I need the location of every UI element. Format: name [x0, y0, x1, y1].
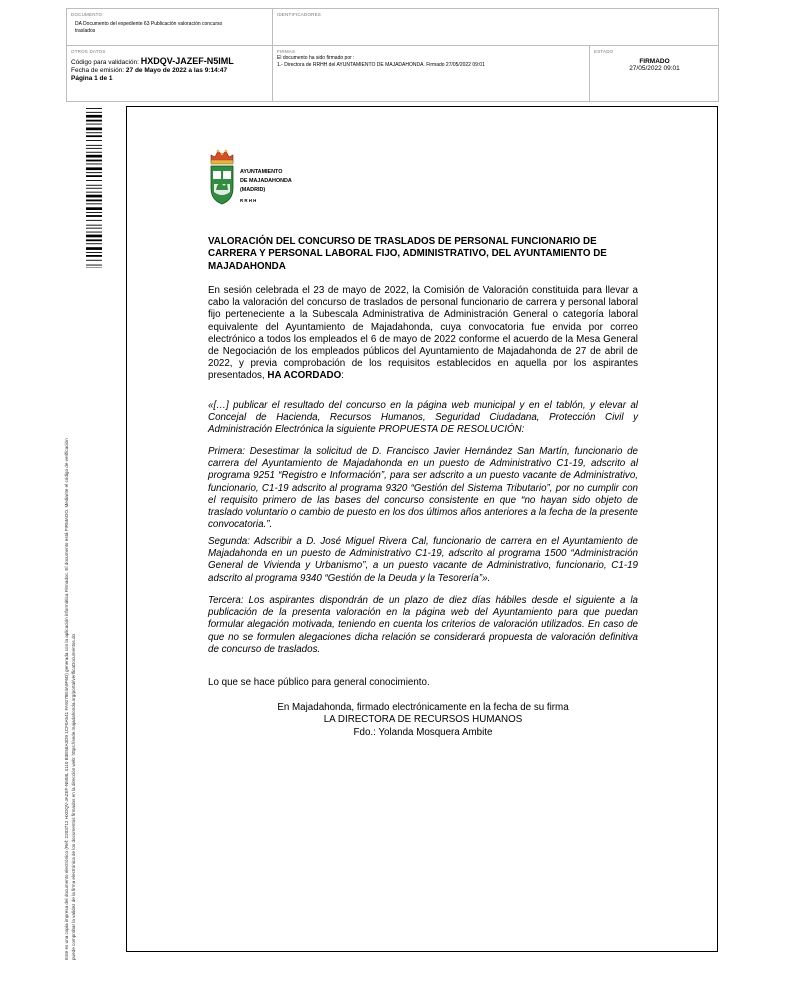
barcode: [86, 108, 102, 268]
side-verification-note: [64, 90, 77, 960]
document-title: VALORACIÓN DEL CONCURSO DE TRASLADOS DE PERSONAL FUNCIONARIO DE CARRERA Y PERSONAL LABORAL FIJO, ADMINISTRATIVO, DEL AYUNTAMIENTO DE MAJADAHONDA: [208, 236, 607, 272]
documento-value: DA Documento del expediente 63 Publicación valoración concurso traslados: [75, 21, 223, 34]
document-header: [66, 8, 719, 102]
emission-date: 27 de Mayo de 2022 a las 9:14:47: [125, 67, 228, 74]
segunda-paragraph: Segunda: Adscribir a D. José Miguel Rivera Cal, funcionario de carrera en el Ayuntamiento de Majadahonda en un puesto de Administrativo C1-19, adscrito al programa 1500 “Administración General de Vivienda y Urbanismo”, a un puesto vacante de Administrativo, funcionario, C1-19 adscrito al programa 9340 “Gestión de la Deuda y la Tesorería”».: [208, 536, 638, 584]
estado-cell: [590, 46, 719, 102]
signature-block: [208, 702, 638, 739]
coat-of-arms-logo: [208, 146, 236, 208]
validation-code: HXDQV-JAZEF-N5IML: [140, 56, 234, 66]
identificadores-label: IDENTIFICADORES: [277, 12, 322, 17]
estado-value: FIRMADO: [639, 58, 670, 65]
quote-intro-paragraph: «[…] publicar el resultado del concurso en la página web municipal y en el tablón, y elevar al Concejal de Hacienda, Recursos Humanos, Seguridad Ciudadana, Protección Civil y Administración Electrónica la siguiente PROPUESTA DE RESOLUCIÓN:: [208, 400, 638, 436]
page-count: Página 1 de 1: [71, 75, 113, 82]
intro-end: :: [341, 370, 344, 382]
side-note-line1: Este es una copia impresa del documento electrónico (Ref: 2203712 HXDQV-JAZEF-N5IML 4110 B3E58A3D9 1CF0A541 FA9278E4A9F6D) generada con la aplicación informática Firmadoc. El documento está FIRMADO. Mediante el código de verificación: [64, 438, 69, 960]
firmas-line1: El documento ha sido firmado por :: [277, 55, 355, 61]
firmas-cell: [273, 46, 590, 102]
public-notice: Lo que se hace público para general conocimiento.: [208, 677, 430, 688]
org-line2: DE MAJADAHONDA: [240, 178, 292, 185]
fecha-prefix: Fecha de emisión:: [71, 67, 126, 74]
org-line1: AYUNTAMIENTO: [240, 169, 283, 175]
documento-cell: [67, 9, 273, 46]
signature-line1: En Majadahonda, firmado electrónicamente en la fecha de su firma: [277, 702, 569, 713]
org-line3: (MADRID): [240, 187, 266, 194]
firmas-line2: 1.- Directora de RRHH del AYUNTAMIENTO DE MAJADAHONDA. Firmado 27/05/2022 09:01: [277, 61, 485, 68]
tercera-paragraph: Tercera: Los aspirantes dispondrán de un plazo de diez días hábiles desde el siguiente a la publicación de la presenta valoración en la página web del Ayuntamiento para que puedan formular alegación motivada, teniendo en cuenta los criterios de valoración utilizados. En caso de que no se formulen alegaciones dicha relación se considerará propuesta de valoración definitiva de concurso de traslados.: [208, 595, 638, 655]
signature-line3: Fdo.: Yolanda Mosquera Ambite: [353, 726, 493, 738]
documento-label: DOCUMENTO: [71, 12, 103, 17]
estado-date: 27/05/2022 09:01: [629, 65, 680, 72]
codigo-prefix: Código para validación:: [71, 59, 141, 66]
org-dept: R R H H: [240, 197, 257, 203]
intro-text: En sesión celebrada el 23 de mayo de 2022, la Comisión de Valoración constituida para llevar a cabo la valoración del concurso de traslados de personal funcionario de carrera y personal laboral fijo perteneciente a la Subescala Administrativa de Administración General o categoría laboral equivalente del Ayuntamiento de Majadahonda, cuya convocatoria fue envida por correo electrónico a todos los empleados el 6 de mayo de 2022 conforme el acuerdo de la Mesa General de Negociación de los empleados públicos del Ayuntamiento de Majadahonda de 27 de abril de 2022, y previa comprobación de los requisitos establecidos en aquella por los aspirantes presentados,: [208, 285, 638, 382]
primera-paragraph: Primera: Desestimar la solicitud de D. Francisco Javier Hernández San Martín, funcionario de carrera del Ayuntamiento de Majadahonda en un puesto de Administrativo C1-19, adscrito al programa 9251 “Registro e Información”, para ser adscrito a un puesto vacante de Administrativo, funcionario, C1-19 adscrito al programa 9320 “Gestión del Sistema Tributario”, por no cumplir con el requisito primero de las bases del concurso consistente en que “no hayan sido objeto de traslado voluntario o cambio de puesto en los dos últimos años anteriores a la fecha de la presente convocatoria.”.: [208, 446, 638, 531]
otros-datos-cell: [67, 46, 273, 102]
side-note-line2: puede comprobar la validez de la firma electrónica de los documentos firmados en la dirección web: https://sede.majadahonda.org/portal/verificaDocumentos.do: [70, 633, 76, 960]
estado-label: ESTADO: [594, 49, 614, 54]
identificadores-cell: [273, 9, 719, 46]
signature-line2: LA DIRECTORA DE RECURSOS HUMANOS: [323, 714, 523, 726]
intro-paragraph: [208, 285, 638, 383]
intro-bold: HA ACORDADO: [267, 370, 342, 382]
otros-datos-label: OTROS DATOS: [71, 49, 106, 54]
organization-name: [240, 168, 292, 205]
firmas-label: FIRMAS: [277, 49, 296, 54]
